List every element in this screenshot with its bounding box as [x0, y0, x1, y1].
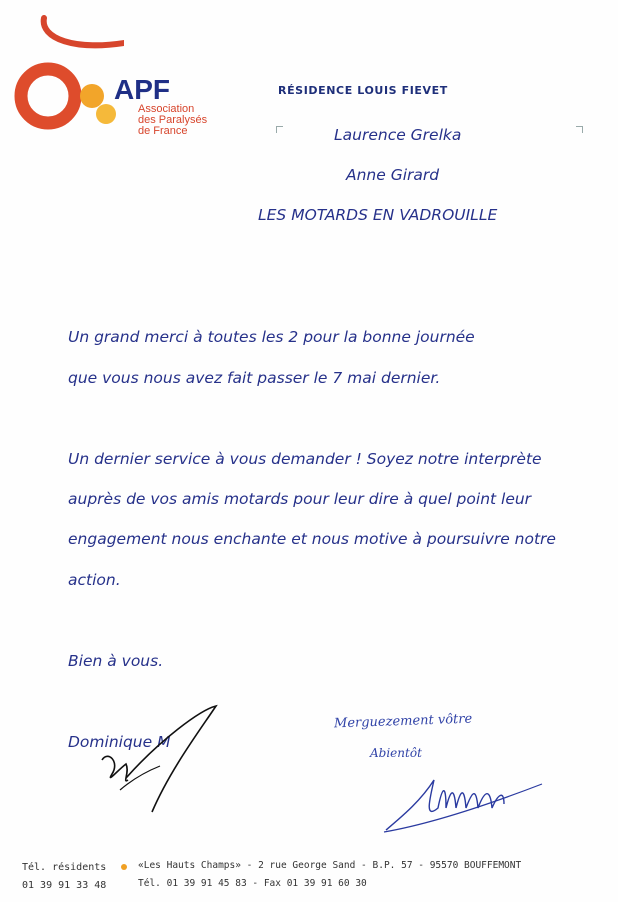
- footer-residents-label: Tél. résidents: [22, 862, 107, 873]
- signature-dominique-icon: [90, 700, 230, 820]
- residence-name: RÉSIDENCE LOUIS FIEVET: [278, 84, 448, 97]
- apf-emblem-icon: [14, 8, 124, 138]
- logo-wordmark: APF: [114, 74, 170, 105]
- paragraph-1-line: que vous nous avez fait passer le 7 mai dernier.: [68, 369, 441, 387]
- recipient-group: LES MOTARDS EN VADROUILLE: [258, 206, 498, 224]
- window-corner-mark: [276, 126, 283, 133]
- recipient-name-2: Anne Girard: [346, 166, 440, 184]
- signatory-name: Dominique M: [68, 733, 171, 751]
- window-corner-mark: [576, 126, 583, 133]
- footer-phones: Tél. 01 39 91 45 83 - Fax 01 39 91 60 30: [138, 878, 367, 889]
- footer-residents-phone: 01 39 91 33 48: [22, 880, 107, 891]
- handwritten-note-line: Abientôt: [370, 746, 422, 760]
- paragraph-2-line: Un dernier service à vous demander ! Soyez notre interprète: [68, 450, 542, 468]
- footer-address: «Les Hauts Champs» - 2 rue George Sand - B.P. 57 - 95570 BOUFFEMONT: [138, 860, 522, 871]
- logo-subtitle-line: de France: [138, 125, 188, 137]
- recipient-name-1: Laurence Grelka: [334, 126, 462, 144]
- logo-subtitle: [138, 104, 248, 137]
- paragraph-1-line: Un grand merci à toutes les 2 pour la bonne journée: [68, 328, 475, 346]
- paragraph-2-line: auprès de vos amis motards pour leur dire à quel point leur: [68, 490, 532, 508]
- signature-handwritten-icon: [380, 768, 550, 838]
- closing: Bien à vous.: [68, 652, 164, 670]
- logo-subtitle-line: des Paralysés: [138, 114, 208, 126]
- paragraph-2-line: action.: [68, 571, 121, 589]
- footer-bullet-icon: [121, 864, 127, 870]
- handwritten-note-line: Merguezement vôtre: [333, 711, 473, 732]
- paragraph-2-line: engagement nous enchante et nous motive à poursuivre notre: [68, 530, 556, 548]
- apf-logo: [14, 8, 244, 138]
- logo-subtitle-line: Association: [138, 103, 195, 115]
